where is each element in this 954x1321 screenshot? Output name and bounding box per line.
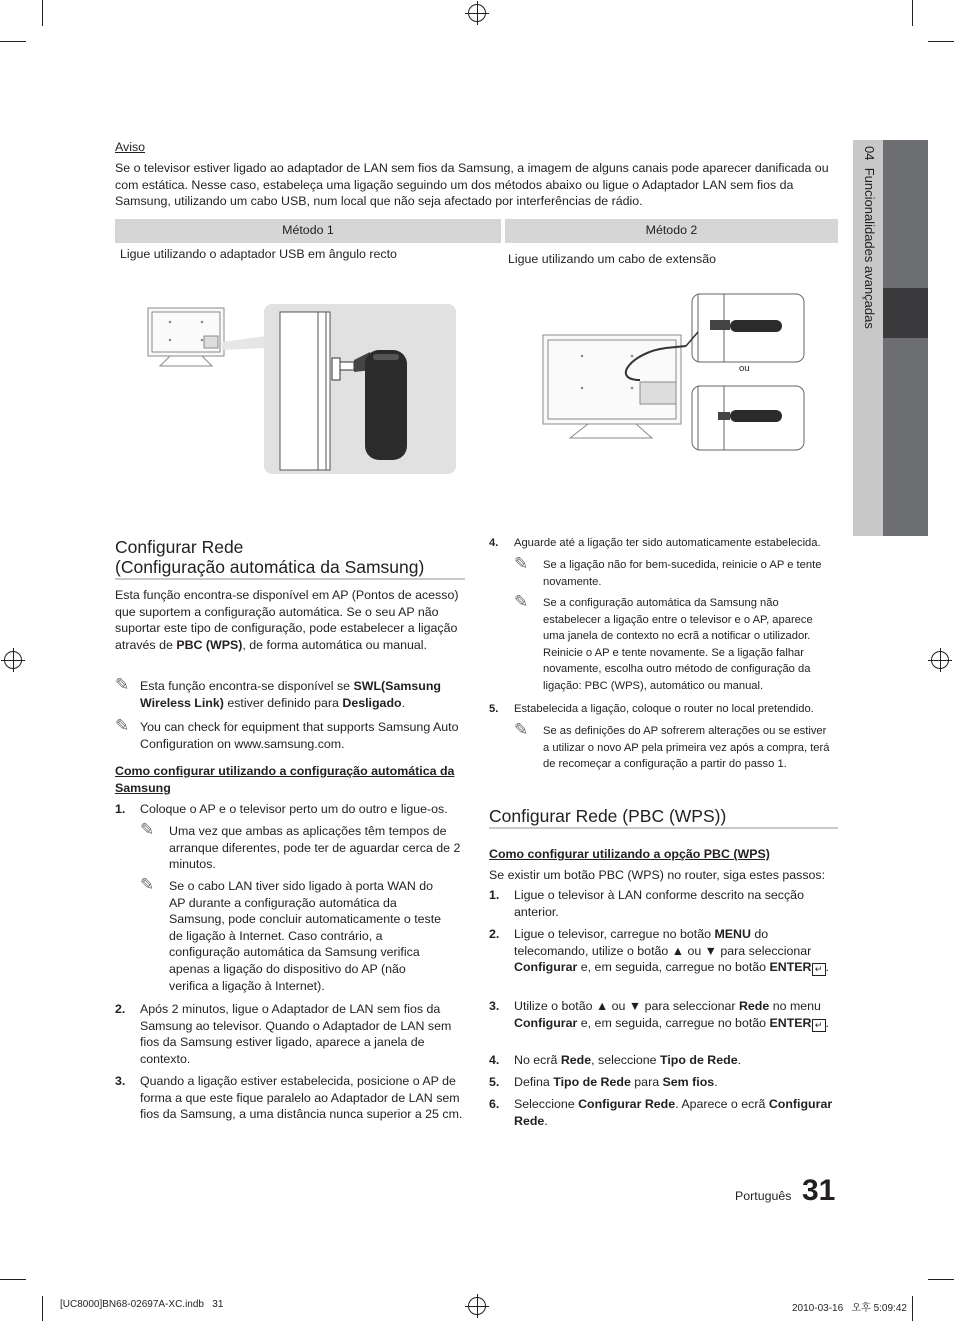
section-1-note-2: You can check for equipment that supports Samsung Auto Configuration on www.samsung.com. xyxy=(140,720,459,751)
section-1-title-line-1: Configurar Rede xyxy=(115,537,244,557)
section-1-intro: Esta função encontra-se disponível em AP (Pontos de acesso) que suportem a configuração automática. Se o seu AP não suportar este tipo de configuração, pode estabelecer a ligação através de PBC (WPS), de forma automática ou manual. xyxy=(115,588,459,652)
tv-icon xyxy=(148,308,224,366)
step-number: 3. xyxy=(115,1074,126,1088)
or-label: ou xyxy=(739,363,750,374)
section-1-rule xyxy=(115,578,465,580)
step-number: 4. xyxy=(489,537,499,549)
step-1-text: Coloque o AP e o televisor perto um do outro e ligue-os. xyxy=(140,802,448,816)
step-number: 5. xyxy=(489,1075,500,1089)
chapter-title: Funcionalidades avançadas xyxy=(862,167,877,329)
usb-adapter-icon xyxy=(365,350,407,460)
note-pencil-icon: ✎ xyxy=(514,554,529,573)
note-pencil-icon: ✎ xyxy=(115,675,130,694)
registration-mark-icon xyxy=(4,651,22,669)
side-tab-dark-upper xyxy=(883,140,928,288)
step-4-note-1: Se a ligação não for bem-sucedida, reinicie o AP e tente novamente. xyxy=(543,559,822,588)
print-file-info: [UC8000]BN68-02697A-XC.indb 31 xyxy=(60,1299,224,1310)
pbc-step-4-text: No ecrã Rede, seleccione Tipo de Rede. xyxy=(514,1053,742,1067)
section-1-title xyxy=(115,537,465,577)
step-1-note-2: Se o cabo LAN tiver sido ligado à porta WAN do AP durante a configuração automática da Samsung, pode concluir automaticamente o teste de ligação à Internet. Caso contrário, a configuração automática da Samsung verifica apenas a ligação do dispositivo do AP (não verifica a ligação à Internet). xyxy=(169,879,442,993)
notice-text: Se o televisor estiver ligado ao adaptador de LAN sem fios da Samsung, a imagem de alguns canais pode aparecer danificada ou com estática. Nesse caso, estabeleça uma ligação seguindo um dos métodos abaixo ou ligue o Adaptador LAN sem fios da Samsung, utilizando um cabo USB, num local que não seja afectado por interferências de rádio. xyxy=(115,161,829,209)
step-number: 6. xyxy=(489,1097,500,1111)
crop-mark xyxy=(42,1296,43,1321)
registration-mark-icon xyxy=(931,651,949,669)
pbc-step-2-text: Ligue o televisor, carregue no botão MENU do telecomando, utilize o botão ▲ ou ▼ para seleccionar Configurar e, em seguida, carregue no botão ENTER ↵ . xyxy=(514,927,829,975)
step-4-text: Aguarde até a ligação ter sido automaticamente estabelecida. xyxy=(514,537,821,549)
step-3-text: Quando a ligação estiver estabelecida, posicione o AP de forma a que este fique paralelo ao Adaptador de LAN sem fios da Samsung, a uma distância nunca superior a 25 cm. xyxy=(140,1074,463,1122)
registration-mark-icon xyxy=(468,1297,486,1315)
side-tab-label xyxy=(858,146,878,376)
note-pencil-icon: ✎ xyxy=(140,875,155,894)
section-1-subheading: Como configurar utilizando a configuração automática da Samsung xyxy=(115,764,455,795)
step-number: 2. xyxy=(115,1002,126,1016)
pbc-step-5-text: Defina Tipo de Rede para Sem fios. xyxy=(514,1075,718,1089)
usb-adapter-icon xyxy=(730,320,782,332)
section-2-rule xyxy=(489,827,838,829)
footer-language: Português xyxy=(735,1189,792,1203)
pbc-step-3-text: Utilize o botão ▲ ou ▼ para seleccionar Rede no menu Configurar e, em seguida, carregue no botão ENTER ↵ . xyxy=(514,999,829,1030)
crop-mark xyxy=(0,1279,26,1280)
step-number: 3. xyxy=(489,999,500,1013)
crop-mark xyxy=(42,0,43,26)
method-1-illustration xyxy=(140,300,460,478)
step-number: 4. xyxy=(489,1053,500,1067)
step-5-text: Estabelecida a ligação, coloque o router no local pretendido. xyxy=(514,703,814,715)
step-4-note-2: Se a configuração automática da Samsung não estabelecer a ligação entre o televisor e o AP, aparece uma janela de contexto no ecrã a notificar o utilizador. Reinicie o AP e tente novamente. Se a ligação falhar novamente, escolha outro método de configuração da ligação: PBC (WPS), automático ou manual. xyxy=(543,597,813,692)
section-2-intro: Se existir um botão PBC (WPS) no router, siga estes passos: xyxy=(489,868,826,882)
step-1-note-1: Uma vez que ambas as aplicações têm tempos de arranque diferentes, pode ter de aguardar cerca de 2 minutos. xyxy=(169,824,461,872)
note-pencil-icon: ✎ xyxy=(115,716,130,735)
note-pencil-icon: ✎ xyxy=(514,592,529,611)
step-2-text: Após 2 minutos, ligue o Adaptador de LAN sem fios da Samsung ao televisor. Quando o Adaptador de LAN sem fios da Samsung estiver ligado, aparece a janela de contexto. xyxy=(140,1002,452,1066)
usb-adapter-icon xyxy=(730,410,782,422)
method-2-description: Ligue utilizando um cabo de extensão xyxy=(508,252,717,266)
pbc-step-1-text: Ligue o televisor à LAN conforme descrito na secção anterior. xyxy=(514,888,804,919)
note-pencil-icon: ✎ xyxy=(140,820,155,839)
crop-mark xyxy=(912,1296,913,1321)
notice-title: Aviso xyxy=(115,140,146,154)
pbc-step-6-text: Seleccione Configurar Rede. Aparece o ecrã Configurar Rede. xyxy=(514,1097,833,1128)
section-1-title-line-2: (Configuração automática da Samsung) xyxy=(115,557,425,577)
tv-icon xyxy=(543,335,681,438)
step-number: 5. xyxy=(489,703,499,715)
crop-mark xyxy=(928,1279,954,1280)
section-1-note-1: Esta função encontra-se disponível se SWL(Samsung Wireless Link) estiver definido para Desligado. xyxy=(140,679,441,710)
chapter-number: 04 xyxy=(862,146,877,161)
print-timestamp: 2010-03-16 오후 5:09:42 xyxy=(792,1303,907,1314)
enter-key-icon: ↵ xyxy=(812,1019,826,1032)
side-tab-dark-lower xyxy=(883,338,928,536)
zoom-wedge xyxy=(222,336,266,350)
step-number: 2. xyxy=(489,927,500,941)
method-2-header: Método 2 xyxy=(505,219,838,243)
step-number: 1. xyxy=(115,802,126,816)
note-pencil-icon: ✎ xyxy=(514,720,529,739)
crop-mark xyxy=(0,41,26,42)
page-number: 31 xyxy=(802,1174,836,1207)
crop-mark xyxy=(928,41,954,42)
section-2-title: Configurar Rede (PBC (WPS)) xyxy=(489,806,727,826)
method-2-illustration xyxy=(540,292,810,452)
crop-mark xyxy=(912,0,913,26)
section-2-subheading: Como configurar utilizando a opção PBC (WPS) xyxy=(489,847,770,861)
method-1-header: Método 1 xyxy=(115,219,501,243)
enter-key-icon: ↵ xyxy=(812,963,826,976)
registration-mark-icon xyxy=(468,4,486,22)
side-tab-active xyxy=(883,288,928,338)
step-number: 1. xyxy=(489,888,500,902)
step-5-note: Se as definições do AP sofrerem alterações ou se estiver a utilizar o novo AP pela primeira vez após a compra, terá de recomeçar a configuração a partir do passo 1. xyxy=(543,725,830,771)
method-1-description: Ligue utilizando o adaptador USB em ângulo recto xyxy=(120,247,397,261)
